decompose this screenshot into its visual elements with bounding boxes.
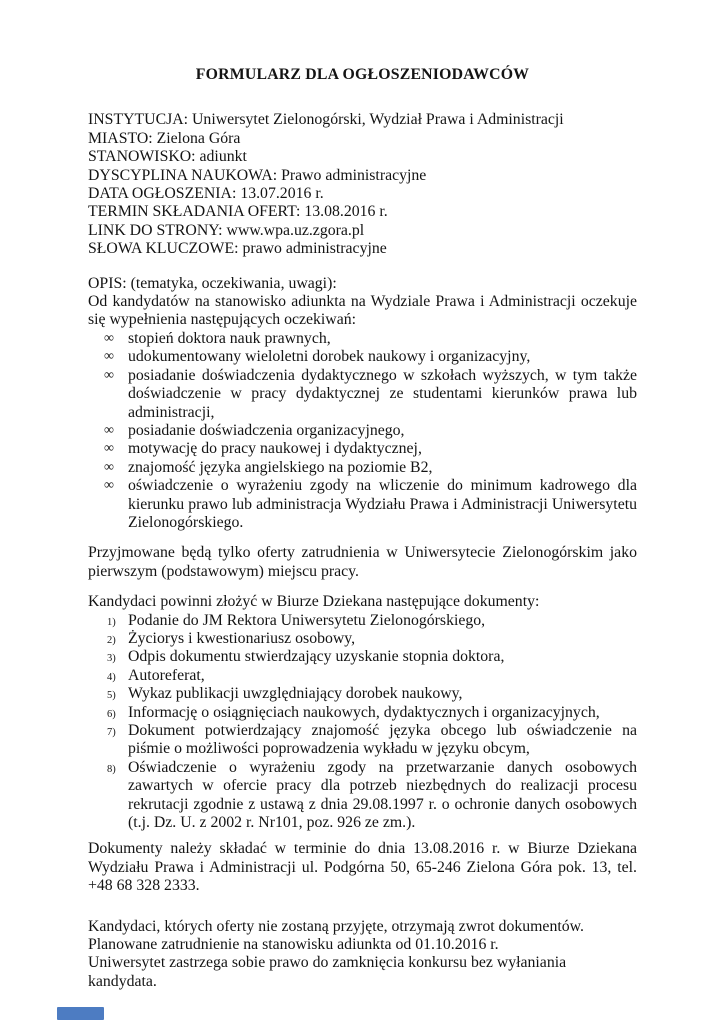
field-row-discipline — [88, 167, 637, 185]
field-value: adiunkt — [199, 148, 247, 166]
field-row-announce-date — [88, 185, 637, 203]
field-value: 13.08.2016 r. — [304, 203, 388, 221]
item-number: 4) — [107, 671, 116, 683]
field-row-link — [88, 222, 637, 240]
document-item — [88, 704, 637, 722]
expectation-text: oświadczenie o wyrażeniu zgody na wliczenie do minimum kadrowego dla kierunku prawo lub administracja Wydziału Prawa i Administracji Uniwersytetu Zielonogórskiego. — [128, 477, 637, 531]
field-label: LINK DO STRONY: — [88, 221, 223, 239]
expectation-text: udokumentowany wieloletni dorobek naukowy i organizacyjny, — [128, 348, 531, 366]
infinity-bullet-icon: ∞ — [104, 441, 114, 457]
document-title: FORMULARZ DLA OGŁOSZENIODAWCÓW — [195, 66, 530, 83]
document-item-text: Podanie do JM Rektora Uniwersytetu Zielonogórskiego, — [128, 611, 486, 629]
field-value: Uniwersytet Zielonogórski, Wydział Prawa i Administracji — [192, 111, 564, 129]
document-item-text: Dokument potwierdzający znajomość języka obcego lub oświadczenie na piśmie o możliwości poprowadzenia wykładu w języku obcym, — [128, 722, 637, 758]
page-loading-indicator — [57, 1007, 104, 1020]
field-value: www.wpa.uz.zgora.pl — [226, 221, 365, 239]
item-number: 2) — [107, 634, 116, 646]
document-item-text: Oświadczenie o wyrażeniu zgody na przetwarzanie danych osobowych zawartych w ofercie pracy dla potrzeb niezbędnych do realizacji procesu rekrutacji zgodnie z ustawą z dnia 29.08.1997 r. o ochronie danych osobowych (t.j. Dz. U. z 2002 r. Nr101, poz. 926 ze zm.). — [128, 758, 637, 832]
document-item-text: Autoreferat, — [128, 666, 205, 684]
field-value: Prawo administracyjne — [281, 166, 427, 184]
document-item-text: Odpis dokumentu stwierdzający uzyskanie stopnia doktora, — [128, 648, 505, 666]
field-row-city — [88, 130, 637, 148]
expectation-text: stopień doktora nauk prawnych, — [128, 329, 331, 347]
expectation-list — [88, 330, 637, 532]
documents-intro: Kandydaci powinni złożyć w Biurze Dziekana następujące dokumenty: — [88, 593, 540, 611]
document-item — [88, 612, 637, 630]
item-number: 5) — [107, 690, 116, 702]
expectation-item — [88, 477, 637, 532]
item-number: 3) — [107, 653, 116, 665]
document-content — [88, 66, 637, 991]
document-list — [88, 612, 637, 833]
expectation-text: posiadanie doświadczenia dydaktycznego w szkołach wyższych, w tym także doświadczenie w pracy dydaktycznej ze studentami kierunków prawa lub administracji, — [128, 366, 637, 421]
document-item-text: Informację o osiągnięciach naukowych, dydaktycznych i organizacyjnych, — [128, 703, 600, 721]
expectation-item — [88, 348, 637, 366]
field-row-keywords — [88, 240, 637, 258]
expectation-text: posiadanie doświadczenia organizacyjnego, — [128, 421, 405, 439]
expectation-item — [88, 330, 637, 348]
expectation-text: motywację do pracy naukowej i dydaktycznej, — [128, 440, 422, 458]
document-item — [88, 648, 637, 666]
field-row-deadline — [88, 203, 637, 221]
document-item — [88, 667, 637, 685]
expectation-item — [88, 422, 637, 440]
infinity-bullet-icon: ∞ — [104, 478, 114, 494]
document-item-text: Życiorys i kwestionariusz osobowy, — [128, 629, 356, 647]
field-row-position — [88, 148, 637, 166]
field-label: MIASTO: — [88, 129, 153, 147]
field-label: TERMIN SKŁADANIA OFERT: — [88, 203, 301, 221]
infinity-bullet-icon: ∞ — [104, 349, 114, 365]
closing-line-reservation: Uniwersytet zastrzega sobie prawo do zamknięcia konkursu bez wyłaniania kandydata. — [88, 954, 567, 990]
expectation-item — [88, 440, 637, 458]
item-number: 7) — [107, 727, 116, 738]
expectation-item — [88, 367, 637, 422]
field-value: 13.07.2016 r. — [240, 185, 324, 203]
documents-section — [88, 593, 637, 832]
header-fields — [88, 111, 637, 258]
opis-section — [88, 275, 637, 533]
closing-line-start-date: Planowane zatrudnienie na stanowisku adiunkta od 01.10.2016 r. — [88, 936, 499, 954]
expectation-item — [88, 459, 637, 477]
closing-line-returns: Kandydaci, których oferty nie zostaną przyjęte, otrzymają zwrot dokumentów. — [88, 917, 584, 935]
document-item — [88, 630, 637, 648]
opis-heading: OPIS: (tematyka, oczekiwania, uwagi): — [88, 274, 337, 292]
opis-intro: Od kandydatów na stanowisko adiunkta na Wydziale Prawa i Administracji oczekuje się wypełnienia następujących oczekiwań: — [88, 293, 637, 329]
item-number: 6) — [107, 708, 116, 720]
document-item — [88, 722, 637, 759]
field-value: Zielona Góra — [156, 129, 241, 147]
closing-section — [88, 918, 637, 992]
submission-paragraph: Dokumenty należy składać w terminie do dnia 13.08.2016 r. w Biurze Dziekana Wydziału Prawa i Administracji ul. Podgórna 50, 65-246 Zielona Góra pok. 13, tel. +48 68 328 2333. — [88, 840, 637, 895]
field-label: DYSCYPLINA NAUKOWA: — [88, 166, 278, 184]
expectation-text: znajomość języka angielskiego na poziomie B2, — [128, 458, 433, 476]
field-label: STANOWISKO: — [88, 148, 196, 166]
document-item — [88, 685, 637, 703]
offers-paragraph: Przyjmowane będą tylko oferty zatrudnienia w Uniwersytecie Zielonogórskim jako pierwszym (podstawowym) miejscu pracy. — [88, 544, 637, 580]
infinity-bullet-icon: ∞ — [104, 367, 114, 383]
item-number: 8) — [107, 763, 116, 775]
field-label: SŁOWA KLUCZOWE: — [88, 240, 239, 258]
field-label: DATA OGŁOSZENIA: — [88, 185, 237, 203]
field-label: INSTYTUCJA: — [88, 111, 189, 129]
infinity-bullet-icon: ∞ — [104, 459, 114, 475]
infinity-bullet-icon: ∞ — [104, 330, 114, 346]
item-number: 1) — [107, 616, 116, 628]
document-item-text: Wykaz publikacji uwzględniający dorobek naukowy, — [128, 685, 463, 703]
document-item — [88, 759, 637, 833]
field-value: prawo administracyjne — [242, 240, 387, 258]
infinity-bullet-icon: ∞ — [104, 422, 114, 438]
field-row-institution — [88, 111, 637, 129]
